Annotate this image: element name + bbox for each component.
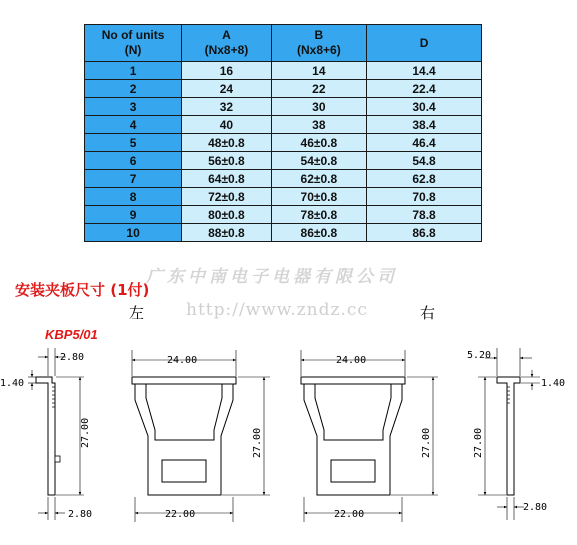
cell-b: 46±0.8	[271, 134, 366, 152]
table-row	[85, 206, 482, 224]
right-label: 右	[420, 304, 436, 322]
cell-units: 4	[85, 116, 182, 134]
cell-a: 32	[182, 98, 271, 116]
header-a: A (Nx8+8)	[182, 25, 271, 62]
cell-units: 8	[85, 188, 182, 206]
cell-d: 30.4	[367, 98, 482, 116]
table-row	[85, 170, 482, 188]
cell-d: 86.8	[367, 224, 482, 242]
cell-b: 30	[271, 98, 366, 116]
cell-d: 54.8	[367, 152, 482, 170]
cell-d: 38.4	[367, 116, 482, 134]
cell-a: 72±0.8	[182, 188, 271, 206]
dimension-table	[84, 24, 482, 242]
header-units: No of units (N)	[85, 25, 182, 62]
model-label: KBP5/01	[45, 327, 98, 342]
cell-units: 9	[85, 206, 182, 224]
dim-front-left-top: 24.00	[167, 355, 198, 366]
cell-d: 14.4	[367, 62, 482, 80]
header-b: B (Nx8+6)	[271, 25, 366, 62]
cell-a: 80±0.8	[182, 206, 271, 224]
cell-a: 16	[182, 62, 271, 80]
cell-a: 40	[182, 116, 271, 134]
clip-drawings	[0, 340, 577, 545]
cell-b: 14	[271, 62, 366, 80]
cell-units: 3	[85, 98, 182, 116]
section-title: 安装夹板尺寸 (1付)	[15, 281, 150, 299]
cell-d: 78.8	[367, 206, 482, 224]
cell-a: 24	[182, 80, 271, 98]
watermark-company: 广东中南电子电器有限公司	[146, 267, 398, 287]
cell-units: 1	[85, 62, 182, 80]
cell-b: 78±0.8	[271, 206, 366, 224]
cell-units: 5	[85, 134, 182, 152]
front-view-right	[301, 350, 438, 522]
table-row	[85, 152, 482, 170]
cell-units: 7	[85, 170, 182, 188]
side-view-right	[467, 348, 565, 520]
cell-b: 38	[271, 116, 366, 134]
cell-b: 62±0.8	[271, 170, 366, 188]
dim-side-left-height: 27.00	[80, 417, 91, 448]
table-row	[85, 116, 482, 134]
table-header-row	[85, 25, 482, 62]
dim-side-right-height: 27.00	[473, 427, 484, 458]
cell-d: 62.8	[367, 170, 482, 188]
cell-a: 56±0.8	[182, 152, 271, 170]
dim-front-right-top: 24.00	[336, 355, 367, 366]
dim-front-left-height: 27.00	[252, 427, 263, 458]
cell-d: 70.8	[367, 188, 482, 206]
cell-units: 2	[85, 80, 182, 98]
cell-d: 22.4	[367, 80, 482, 98]
cell-b: 54±0.8	[271, 152, 366, 170]
front-view-left	[132, 350, 270, 522]
dim-side-right-tab: 1.40	[541, 378, 566, 389]
dim-front-left-bottom: 22.00	[165, 509, 196, 520]
left-label: 左	[129, 304, 145, 322]
table-row	[85, 62, 482, 80]
dim-side-right-bottom: 2.80	[523, 502, 548, 513]
table-row	[85, 80, 482, 98]
dim-side-right-top: 5.20	[467, 350, 492, 361]
cell-b: 22	[271, 80, 366, 98]
table-row	[85, 188, 482, 206]
cell-a: 48±0.8	[182, 134, 271, 152]
watermark-url: http://www.zndz.cc	[186, 300, 368, 320]
dim-front-right-height: 27.00	[421, 427, 432, 458]
cell-b: 86±0.8	[271, 224, 366, 242]
dim-side-left-bottom: 2.80	[68, 509, 93, 520]
side-view-left	[0, 348, 92, 520]
dim-side-left-top: 2.80	[60, 352, 85, 363]
cell-b: 70±0.8	[271, 188, 366, 206]
cell-d: 46.4	[367, 134, 482, 152]
header-d: D	[367, 25, 482, 62]
cell-units: 10	[85, 224, 182, 242]
table-row	[85, 98, 482, 116]
cell-a: 88±0.8	[182, 224, 271, 242]
dim-side-left-tab: 1.40	[0, 378, 25, 389]
table-row	[85, 224, 482, 242]
cell-units: 6	[85, 152, 182, 170]
dim-front-right-bottom: 22.00	[334, 509, 365, 520]
table-row	[85, 134, 482, 152]
cell-a: 64±0.8	[182, 170, 271, 188]
